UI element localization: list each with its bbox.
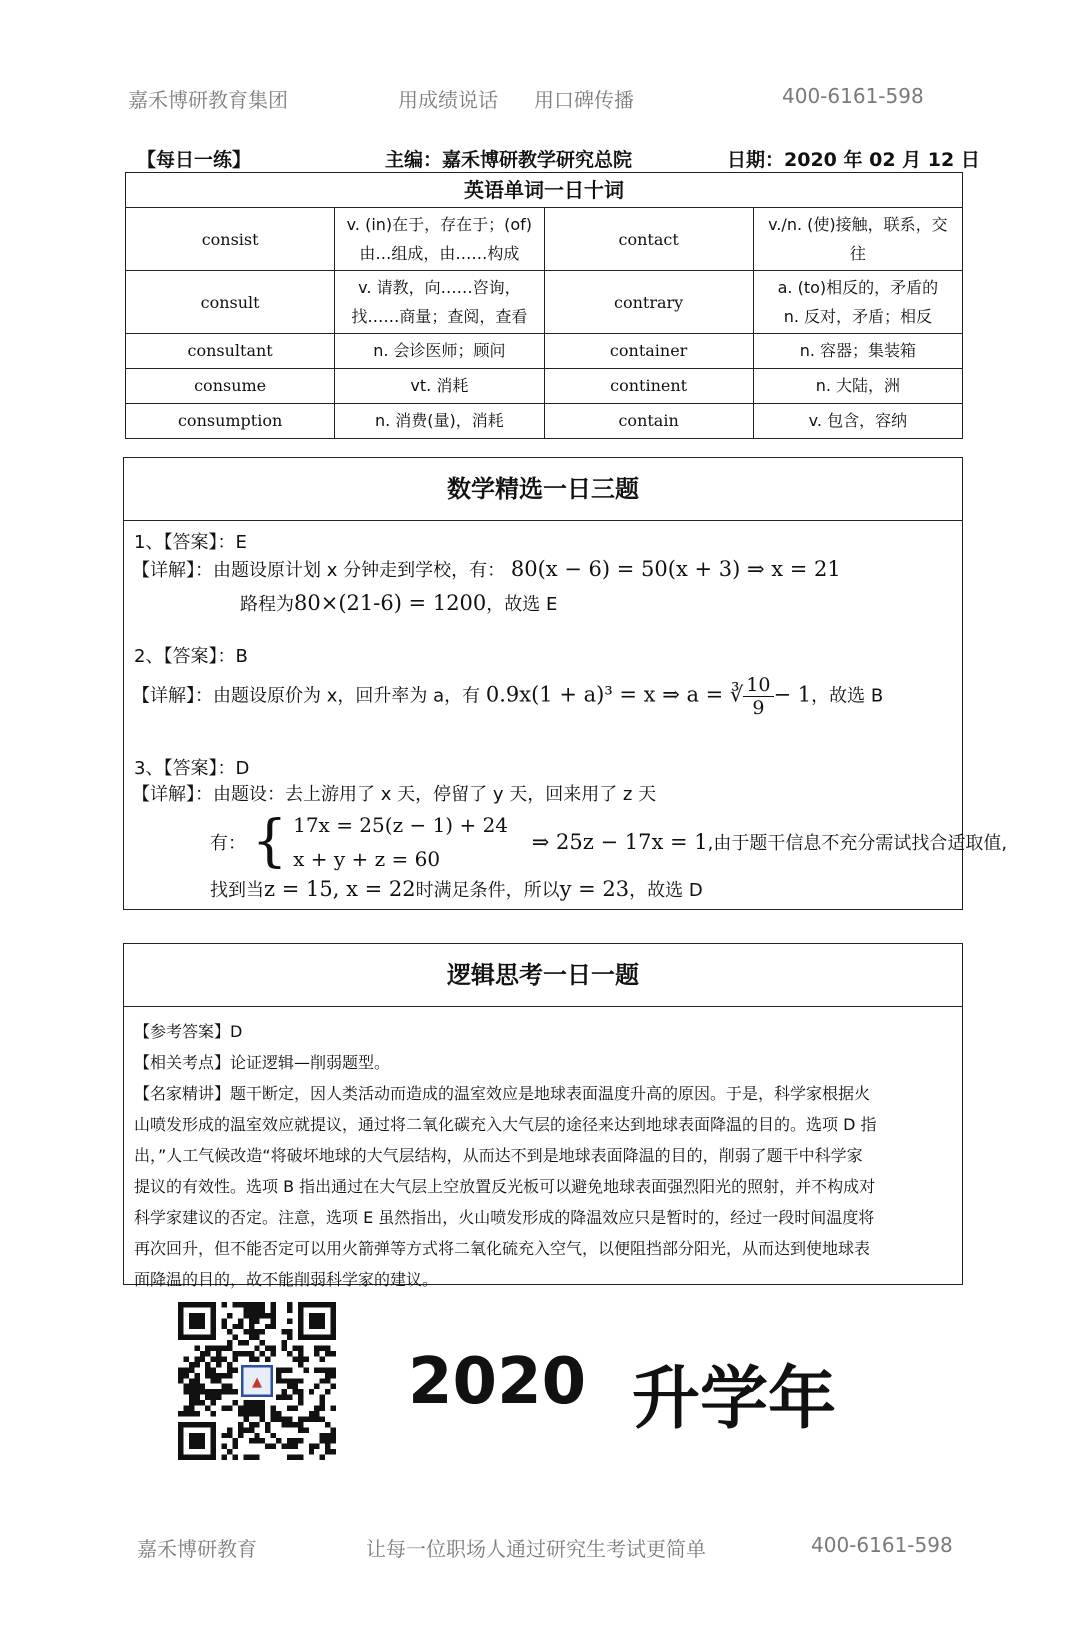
date-label: 日期：2020 年 02 月 12 日 xyxy=(727,149,980,171)
logic-line: 科学家建议的否定。注意，选项 E 虽然指出，火山喷发形成的降温效应只是暂时的，经过一段时间温度将 xyxy=(134,1208,875,1227)
logic-line: 出，”人工气候改造“将破坏地球的大气层结构，从而达不到是地球表面降温的目的，削弱了题干中科学家 xyxy=(134,1146,863,1165)
answer-label: 3、【答案】：D xyxy=(134,758,250,779)
q3-text: 由题设：去上游用了 x 天，停留了 y 天，回来用了 z 天 xyxy=(213,784,657,805)
logic-line: 【名家精讲】题干断定，因人类活动而造成的温室效应是地球表面温度升高的原因。于是，科学家根据火 xyxy=(134,1084,871,1103)
svg-text:▲: ▲ xyxy=(251,1374,263,1390)
vocab-word: container xyxy=(544,334,753,369)
logic-explanation xyxy=(134,1016,954,1295)
vocab-word: consume xyxy=(126,369,335,404)
vocab-definition: n. 会诊医师；顾问 xyxy=(335,334,544,369)
table-row xyxy=(126,271,963,334)
editor-label: 主编：嘉禾博研教学研究总院 xyxy=(385,149,633,171)
fraction-denominator: 9 xyxy=(752,697,765,719)
vocab-table xyxy=(125,172,963,439)
logic-line: 再次回升，但不能否定可以用火箭弹等方式将二氧化硫充入空气，以便阻挡部分阳光，从而达到使地球表 xyxy=(134,1239,871,1258)
q3-equation: ⇒ 25z − 17x = 1 xyxy=(531,830,708,854)
detail-label: 【详解】： xyxy=(132,560,213,581)
answer-label: 2、【答案】：B xyxy=(134,646,248,667)
table-row xyxy=(126,404,963,439)
math-title: 数学精选一日三题 xyxy=(124,458,962,521)
q1-text: 路程为 xyxy=(240,594,294,615)
vocab-definition xyxy=(753,208,962,271)
footer-org: 嘉禾博研教育 xyxy=(137,1537,257,1561)
logic-line: 【参考答案】D xyxy=(134,1022,243,1041)
q2-equation: − 1 xyxy=(773,682,812,707)
q3-conclusion xyxy=(210,876,703,902)
q3-text: ，故选 D xyxy=(629,880,703,901)
q1-equation: 80(x − 6) = 50(x + 3) ⇒ x = 21 xyxy=(510,557,841,581)
q3-equation: y = 23 xyxy=(559,877,630,901)
q2-text: 由题设原价为 x，回升率为 a，有 xyxy=(213,685,481,707)
q2-detail xyxy=(132,674,883,719)
vocab-definition: n. 消费(量)，消耗 xyxy=(335,404,544,439)
answer-label: 1、【答案】：E xyxy=(134,532,247,553)
definition-line: 往 xyxy=(849,244,866,263)
math-section xyxy=(123,457,1008,910)
logic-line: 面降温的目的，故不能削弱科学家的建议。 xyxy=(134,1270,439,1289)
q3-text: 时满足条件，所以 xyxy=(415,880,560,901)
vocab-title: 英语单词一日十词 xyxy=(126,173,963,208)
daily-practice-label: 【每日一练】 xyxy=(137,149,252,171)
vocab-definition xyxy=(335,271,544,334)
banner-year: 2020 xyxy=(408,1345,587,1419)
q2-text: ，故选 B xyxy=(811,685,884,707)
definition-line: 找……商量；查阅，查看 xyxy=(351,307,528,326)
vocab-definition: n. 容器；集装箱 xyxy=(753,334,962,369)
q3-detail xyxy=(132,780,656,806)
logic-line: 【相关考点】论证逻辑—削弱题型。 xyxy=(134,1053,391,1072)
q1-detail xyxy=(132,556,841,582)
logic-section xyxy=(123,943,963,1289)
q3-text: 找到当 xyxy=(210,880,264,901)
vocab-definition: vt. 消耗 xyxy=(335,369,544,404)
header-slogan-1: 用成绩说话 xyxy=(398,88,498,112)
q1-detail-2 xyxy=(240,590,557,616)
vocab-word: consist xyxy=(126,208,335,271)
q3-system xyxy=(210,808,1007,876)
logic-line: 山喷发形成的温室效应就提议，通过将二氧化碳充入大气层的途径来达到地球表面降温的目的。选项 D 指 xyxy=(134,1115,877,1134)
logic-title: 逻辑思考一日一题 xyxy=(124,944,962,1007)
logic-line: 提议的有效性。选项 B 指出通过在大气层上空放置反光板可以避免地球表面强烈阳光的照射，并不构成对 xyxy=(134,1177,876,1196)
q1-text: ，故选 E xyxy=(486,594,558,615)
q3-answer xyxy=(134,754,249,780)
footer-slogan: 让每一位职场人通过研究生考试更简单 xyxy=(366,1537,706,1561)
vocab-word: contrary xyxy=(544,271,753,334)
brace-icon: { xyxy=(251,809,288,874)
vocab-definition: n. 大陆，洲 xyxy=(753,369,962,404)
q3-equation: z = 15, x = 22 xyxy=(264,877,416,901)
vocab-word: consultant xyxy=(126,334,335,369)
vocab-word: contain xyxy=(544,404,753,439)
vocab-definition xyxy=(335,208,544,271)
table-row xyxy=(126,208,963,271)
definition-line: v./n. (使)接触，联系，交 xyxy=(768,215,948,234)
header-org: 嘉禾博研教育集团 xyxy=(128,88,288,112)
detail-label: 【详解】： xyxy=(132,784,213,805)
qr-code-icon xyxy=(178,1302,336,1460)
definition-line: 由…组成，由……构成 xyxy=(359,244,520,263)
equation-system xyxy=(293,808,508,876)
q1-text: 由题设原计划 x 分钟走到学校，有： xyxy=(213,560,506,581)
q2-answer xyxy=(134,642,248,668)
header-phone: 400-6161-598 xyxy=(782,84,924,108)
vocab-definition: v. 包含，容纳 xyxy=(753,404,962,439)
table-row xyxy=(126,369,963,404)
q1-equation: 80×(21-6) = 1200 xyxy=(294,591,487,615)
definition-line: n. 反对，矛盾；相反 xyxy=(783,307,933,326)
vocab-definition xyxy=(753,271,962,334)
vocab-word: consumption xyxy=(126,404,335,439)
definition-line: a. (to)相反的，矛盾的 xyxy=(777,278,939,297)
footer-phone: 400-6161-598 xyxy=(811,1533,953,1557)
fraction-numerator: 10 xyxy=(743,674,773,697)
q3-text: ,由于题干信息不充分需试找合适取值, xyxy=(707,833,1008,854)
definition-line: v. (in)在于，存在于；(of) xyxy=(346,215,533,234)
vocab-word: contact xyxy=(544,208,753,271)
system-equation: 17x = 25(z − 1) + 24 xyxy=(293,813,509,837)
q3-text: 有： xyxy=(210,833,246,854)
vocab-word: consult xyxy=(126,271,335,334)
q2-fraction xyxy=(743,674,773,719)
q2-equation: 0.9x(1 + a)³ = x ⇒ a = ∛ xyxy=(485,682,744,707)
detail-label: 【详解】： xyxy=(132,685,213,707)
header-slogan-2: 用口碑传播 xyxy=(534,88,634,112)
definition-line: v. 请教，向……咨询， xyxy=(358,278,521,297)
q1-answer xyxy=(134,528,247,554)
vocab-word: continent xyxy=(544,369,753,404)
banner-text: 升学年 xyxy=(632,1360,837,1439)
table-row xyxy=(126,334,963,369)
system-equation: x + y + z = 60 xyxy=(293,847,441,871)
